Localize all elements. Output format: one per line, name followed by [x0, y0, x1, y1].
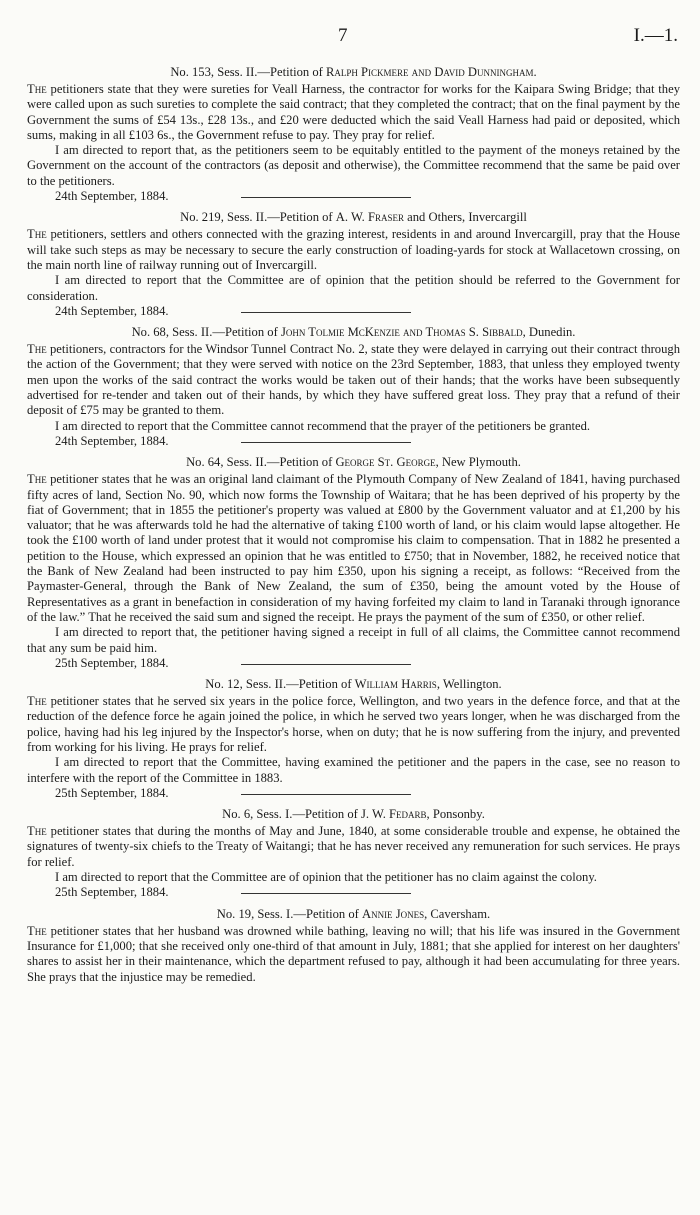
committee-report: I am directed to report that the Committee cannot recommend that the prayer of the petitioners be granted. — [55, 418, 591, 433]
page-number: 7 — [338, 25, 348, 46]
committee-report: I am directed to report that the Committee, having examined the petitioner and the papers in the case, see no reason to interfere with the report of the Committee in 1883. — [27, 755, 680, 785]
petition-entry — [27, 209, 680, 319]
petition-entry — [27, 324, 680, 449]
petitioner-name: John Tolmie McKenzie and Thomas S. Sibbald — [280, 325, 523, 340]
petition-entry — [27, 906, 680, 985]
petition-body: The petitioner states that he served six years in the police force, Wellington, and two years in the defence force, and that at the reduction of the defence force he again joined the police, in which he served two years longer, when he was discharged from the police, having had his leg injured by the Inspector's horse, when on duty; that he is now suffering from the injury, and prevented from working for his living. He prays for relief. — [27, 694, 680, 754]
petition-entry — [27, 64, 680, 204]
petition-date: 24th September, 1884. — [27, 304, 680, 319]
petition-title: No. 153, Sess. II.—Petition of Ralph Pickmere and David Dunningham. — [170, 65, 537, 79]
petition-title: No. 12, Sess. II.—Petition of William Harris, Wellington. — [205, 677, 502, 692]
committee-report: I am directed to report that the Committee are of opinion that the petitioner has no claim against the colony. — [55, 870, 597, 885]
petition-body: The petitioners, contractors for the Windsor Tunnel Contract No. 2, state they were delayed in carrying out their contract through the action of the Government; that they were served with notice on the 23rd September, 1883, that unless they employed twenty men upon the works of the said contract the works would be taken out of their hands; that the works have been subsequently advertised for re-tender and taken out of their hands, by which they have suffered great loss. They pray that a refund of their deposit of £75 may be granted to them. — [27, 342, 680, 418]
petition-date: 24th September, 1884. — [27, 189, 680, 204]
petitioner-name: J. W. Fedarb — [361, 807, 427, 822]
petition-date: 25th September, 1884. — [27, 656, 680, 671]
separator-rule — [241, 312, 411, 313]
committee-report: I am directed to report that, as the petitioners seem to be equitably entitled to the payment of the moneys retained by the Government on the account of the contractors (as deposit and otherwise), the Committee recommend that the same be paid over to the petitioners. — [27, 143, 680, 188]
petition-title: No. 64, Sess. II.—Petition of George St. George, New Plymouth. — [186, 455, 521, 470]
committee-report: I am directed to report that, the petitioner having signed a receipt in full of all claims, the Committee cannot recommend that any sum be paid him. — [27, 625, 680, 655]
petitions-list — [27, 64, 680, 985]
petition-body: The petitioners, settlers and others connected with the grazing interest, residents in and around Invercargill, pray that the House will take such steps as may be necessary to secure the early construction of loading-yards for stock at Wallacetown crossing, on the main north line of railway running out of Invercargill. — [27, 227, 680, 272]
petitioner-name: George St. George — [335, 455, 436, 470]
committee-report: I am directed to report that the Committee are of opinion that the petition should be referred to the Government for consideration. — [27, 273, 680, 303]
petition-date: 25th September, 1884. — [27, 885, 680, 900]
petition-entry — [27, 454, 680, 671]
petition-date: 24th September, 1884. — [27, 434, 680, 449]
separator-rule — [241, 442, 411, 443]
petition-title: No. 6, Sess. I.—Petition of J. W. Fedarb, Ponsonby. — [222, 807, 485, 822]
petition-entry — [27, 676, 680, 801]
petition-title: No. 68, Sess. II.—Petition of John Tolmie McKenzie and Thomas S. Sibbald, Dunedin. — [131, 325, 576, 340]
petitioner-name: Ralph Pickmere and David Dunningham — [325, 65, 534, 79]
petition-body: The petitioner states that he was an original land claimant of the Plymouth Company of New Zealand of 1841, having purchased fifty acres of land, Section No. 90, which now forms the Township of Waitara; that he has been deprived of his property by the fiat of Government; that in 1855 the petitioner's property was valued at £800 by the Government valuator and at £1,200 by his valuator; that he was afterwards told he had the alternative of taking £100 worth of land, or his claim would lapse altogether. He took the £100 worth of land under protest that it would not compromise his claim to compensation. That in 1882 he presented a petition to the House, which expressed an opinion that he was entitled to £750; that in November, 1882, he received notice that the Bank of New Zealand had been instructed to pay him £350, upon his signing a receipt, as follows: “Received from the Paymaster-General, through the Bank of New Zealand, the sum of £350, being the amount voted by the House of Representatives as a grant in benefaction in consideration of my having forfeited my claim to land in Taranaki through ignorance of the law.” That he received the said sum and signed the receipt. He prays the payment of the sum of £350, or other relief. — [27, 472, 680, 624]
petition-body: The petitioners state that they were sureties for Veall Harness, the contractor for works for the Kaipara Swing Bridge; that they were called upon as such sureties to complete the said contract; that they completed the contract; that on the final payment by the Government the sums of £54 13s., £28 13s., and £20 were deducted which the said Veall Harness had paid or deposited, which sums, making in all £103 6s., the Government refuse to pay. They pray for relief. — [27, 82, 680, 142]
petitioner-name: Annie Jones — [361, 906, 425, 921]
petition-title: No. 219, Sess. II.—Petition of A. W. Fraser and Others, Invercargill — [180, 210, 527, 225]
petition-entry — [27, 806, 680, 900]
petition-body: The petitioner states that during the months of May and June, 1840, at some considerable trouble and expense, he obtained the signatures of twenty-six chiefs to the Treaty of Waitangi; that he has never received any remuneration for such services. He prays for relief. — [27, 824, 680, 869]
petitioner-name: William Harris — [354, 677, 437, 692]
separator-rule — [241, 893, 411, 894]
separator-rule — [241, 197, 411, 198]
document-reference: I.—1. — [633, 25, 678, 46]
separator-rule — [241, 664, 411, 665]
separator-rule — [241, 794, 411, 795]
petition-date: 25th September, 1884. — [27, 786, 680, 801]
petition-title: No. 19, Sess. I.—Petition of Annie Jones, Caversham. — [216, 906, 491, 921]
petition-body: The petitioner states that her husband was drowned while bathing, leaving no will; that his life was insured in the Government Insurance for £1,000; that she received only one-third of that amount in July, 1881; that she applied for interest on her daughters' shares to assist her in their maintenance, which the department refused to pay, although it had been accumulating for three years. She prays that the injustice may be remedied. — [27, 923, 680, 984]
petitioner-name: A. W. Fraser — [335, 210, 404, 225]
